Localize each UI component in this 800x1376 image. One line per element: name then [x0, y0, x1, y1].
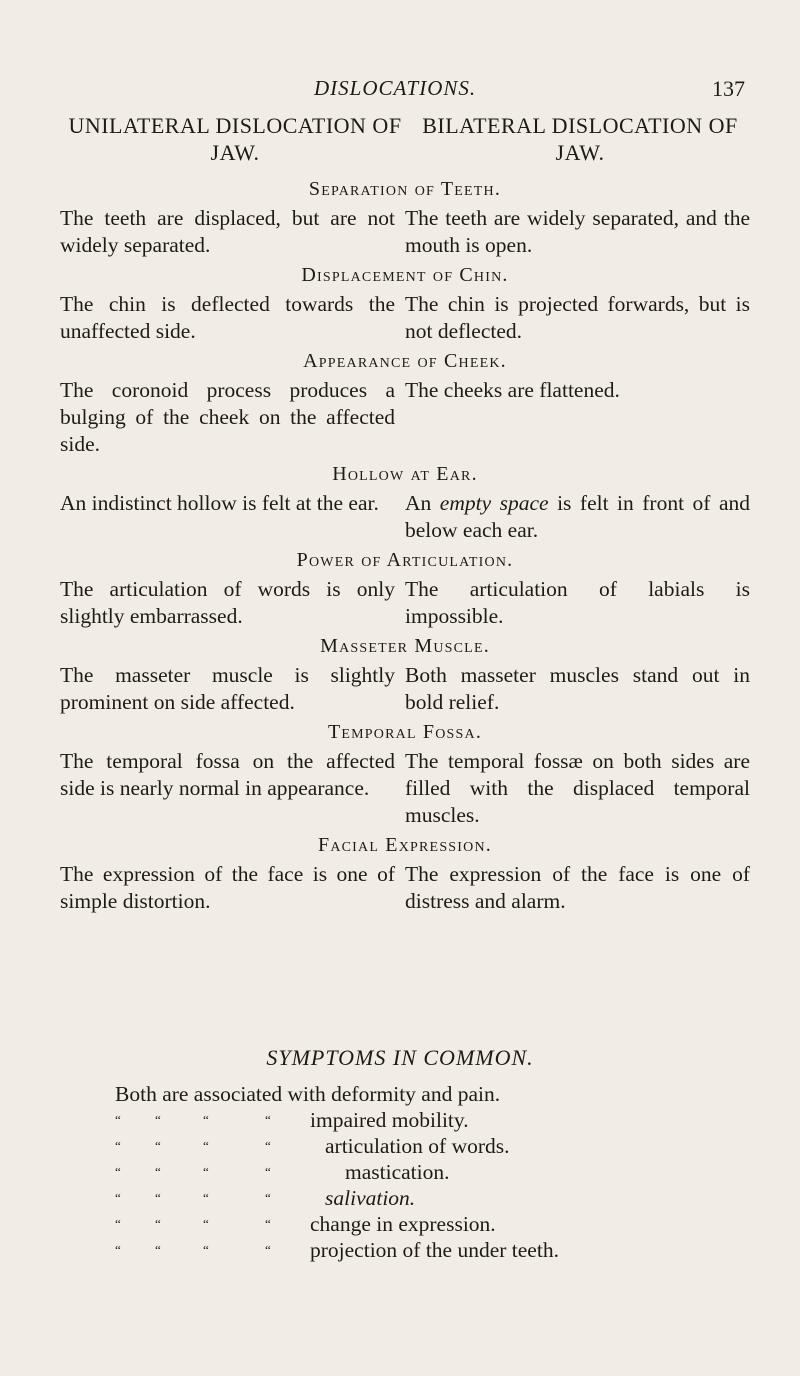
bilateral-text: The chin is projected forwards, but is not deflected.	[405, 292, 750, 343]
common-lead-text: Both are associated with deformity and pain.	[115, 1082, 501, 1106]
common-item-row	[115, 1159, 735, 1185]
section-heading: Displacement of Chin.	[301, 264, 509, 286]
symptoms-in-common-title: SYMPTOMS IN COMMON.	[266, 1045, 534, 1070]
common-item-text: projection of the under teeth.	[310, 1238, 559, 1262]
unilateral-text: The coronoid process produces a bulging of the cheek on the affected side.	[60, 378, 395, 456]
section-row	[60, 377, 750, 458]
ditto-mark: “	[155, 1190, 161, 1205]
bilateral-text: Both masseter muscles stand out in bold relief.	[405, 663, 750, 714]
page-number: 137	[712, 76, 745, 101]
bilateral-text: The expression of the face is one of distress and alarm.	[405, 862, 750, 913]
ditto-mark: “	[265, 1138, 271, 1153]
section-hollow-at-ear	[60, 458, 750, 544]
section-power-of-articulation	[60, 544, 750, 630]
section-masseter-muscle	[60, 630, 750, 716]
unilateral-text: The expression of the face is one of simple distortion.	[60, 862, 395, 913]
comparison-sections	[60, 173, 750, 915]
section-row	[60, 861, 750, 915]
ditto-mark: “	[265, 1164, 271, 1179]
symptoms-in-common-list	[115, 1081, 735, 1263]
common-item-row	[115, 1237, 735, 1263]
ditto-mark: “	[115, 1190, 121, 1205]
bilateral-text: The cheeks are flattened.	[405, 378, 620, 402]
common-item-row	[115, 1107, 735, 1133]
bilateral-text: The temporal fossæ on both sides are filled with the displaced temporal muscles.	[405, 749, 750, 827]
bilateral-text: The articulation of labials is impossible.	[405, 577, 750, 628]
bilateral-text-prefix: An	[405, 491, 440, 515]
bilateral-text: The teeth are widely separated, and the mouth is open.	[405, 206, 750, 257]
ditto-mark: “	[203, 1164, 209, 1179]
unilateral-text: The chin is deflected towards the unaffected side.	[60, 292, 395, 343]
section-row	[60, 490, 750, 544]
unilateral-text: The masseter muscle is slightly prominent on side affected.	[60, 663, 395, 714]
common-item-row	[115, 1133, 735, 1159]
unilateral-text: The articulation of words is only slightly embarrassed.	[60, 577, 395, 628]
ditto-mark: “	[265, 1112, 271, 1127]
section-displacement-of-chin	[60, 259, 750, 345]
section-heading: Temporal Fossa.	[327, 721, 483, 743]
ditto-mark: “	[203, 1190, 209, 1205]
section-heading: Appearance of Cheek.	[303, 350, 507, 372]
section-heading: Hollow at Ear.	[332, 463, 478, 485]
common-item-text: impaired mobility.	[310, 1108, 469, 1132]
ditto-mark: “	[203, 1112, 209, 1127]
ditto-mark: “	[155, 1164, 161, 1179]
common-item-row	[115, 1185, 735, 1211]
section-facial-expression	[60, 829, 750, 915]
ditto-mark: “	[265, 1242, 271, 1257]
section-separation-of-teeth	[60, 173, 750, 259]
section-heading: Masseter Muscle.	[320, 635, 490, 657]
section-temporal-fossa	[60, 716, 750, 829]
ditto-mark: “	[155, 1242, 161, 1257]
section-heading: Separation of Teeth.	[308, 178, 502, 200]
bilateral-text	[405, 490, 750, 544]
ditto-mark: “	[115, 1242, 121, 1257]
common-item-row	[115, 1211, 735, 1237]
common-item-text: mastication.	[345, 1160, 450, 1184]
section-heading: Facial Expression.	[318, 834, 492, 856]
section-row	[60, 291, 750, 345]
ditto-mark: “	[203, 1138, 209, 1153]
common-lead-row	[115, 1081, 735, 1107]
common-item-text: salivation.	[325, 1186, 416, 1210]
unilateral-text: An indistinct hollow is felt at the ear.	[60, 491, 379, 515]
common-item-text: change in expression.	[310, 1212, 496, 1236]
ditto-mark: “	[265, 1190, 271, 1205]
right-column-heading: BILATERAL DISLOCATION OF JAW.	[422, 113, 738, 165]
ditto-mark: “	[265, 1216, 271, 1231]
left-column-heading: UNILATERAL DISLOCATION OF JAW.	[68, 113, 402, 165]
ditto-mark: “	[155, 1138, 161, 1153]
common-item-text: articulation of words.	[325, 1134, 510, 1158]
ditto-mark: “	[115, 1138, 121, 1153]
bilateral-text-emphasis: empty space	[439, 491, 549, 515]
ditto-mark: “	[155, 1112, 161, 1127]
ditto-mark: “	[203, 1242, 209, 1257]
section-row	[60, 662, 750, 716]
section-row	[60, 748, 750, 829]
section-row	[60, 576, 750, 630]
ditto-mark: “	[155, 1216, 161, 1231]
unilateral-text: The temporal fossa on the affected side is nearly normal in appearance.	[60, 749, 395, 800]
ditto-mark: “	[115, 1164, 121, 1179]
ditto-mark: “	[115, 1112, 121, 1127]
bilateral-text-suffix: is felt in front of and below each ear.	[405, 491, 751, 542]
ditto-mark: “	[115, 1216, 121, 1231]
running-head	[0, 76, 800, 110]
unilateral-text: The teeth are displaced, but are not widely separated.	[60, 206, 395, 257]
running-title: DISLOCATIONS.	[314, 76, 477, 100]
section-appearance-of-cheek	[60, 345, 750, 458]
section-row	[60, 205, 750, 259]
ditto-mark: “	[203, 1216, 209, 1231]
section-heading: Power of Articulation.	[296, 549, 514, 571]
